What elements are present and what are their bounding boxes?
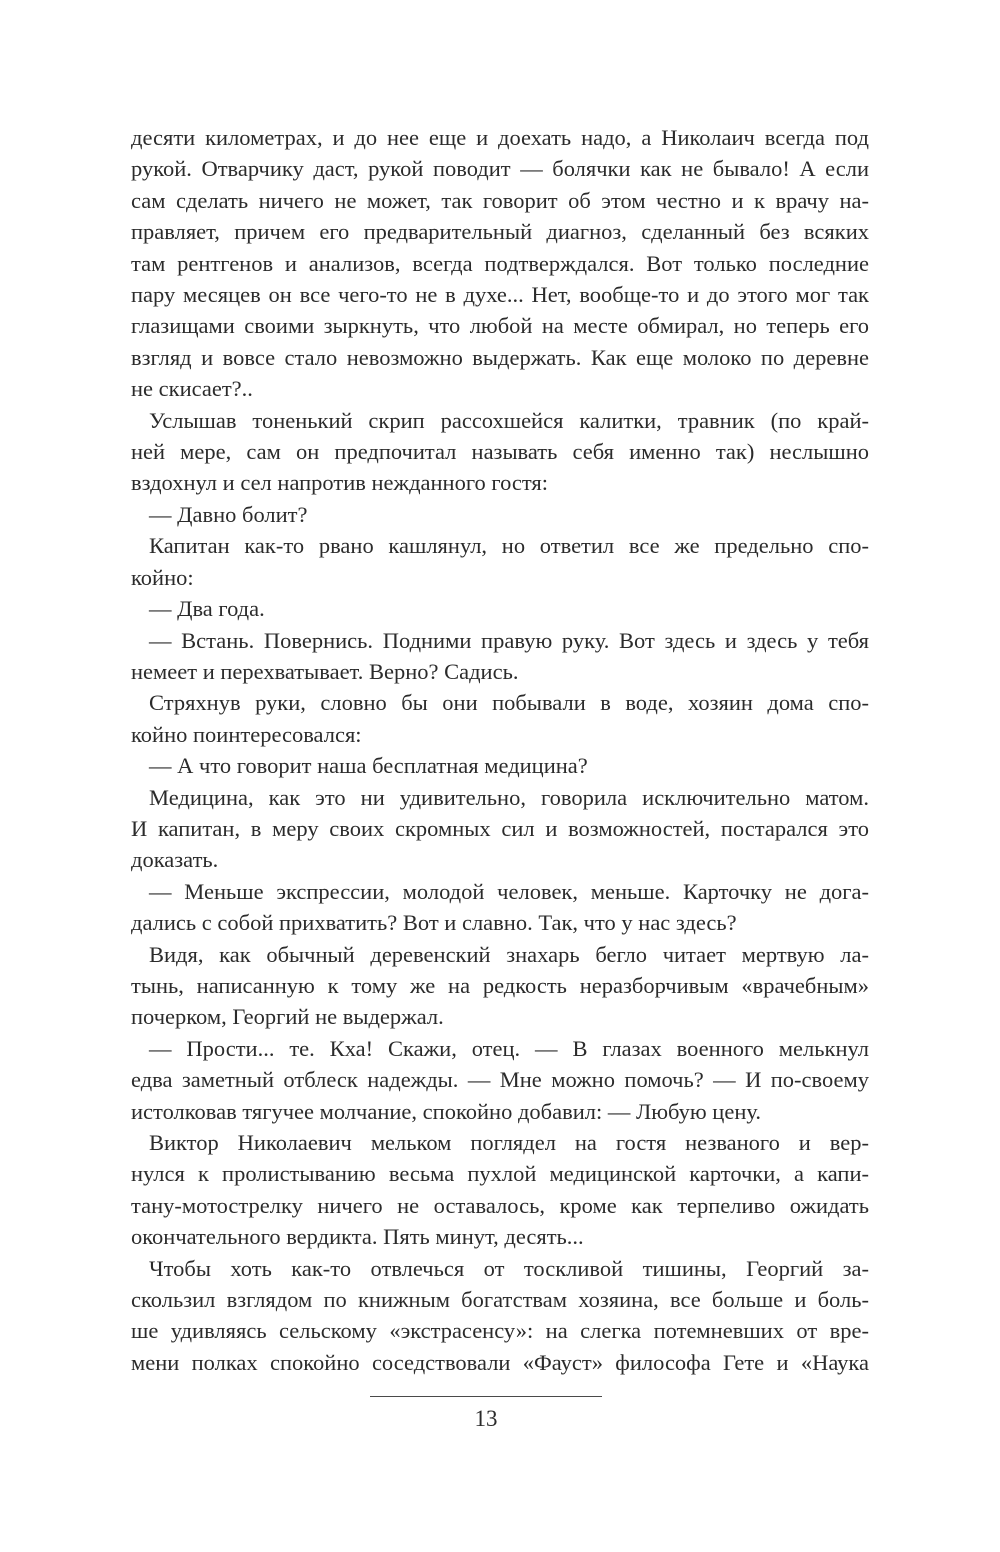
book-page-body: [131, 122, 869, 1378]
text-line: койно поинтересовался:: [131, 721, 362, 747]
text-line: И капитан, в меру своих скромных сил и возможностей, постарался это: [131, 815, 869, 841]
text-line: Стряхнув руки, словно бы они побывали в воде, хозяин дома спо-: [149, 690, 869, 716]
text-line: — Два года.: [149, 596, 265, 622]
text-line: взгляд и вовсе стало невозможно выдержать. Как еще молоко по деревне: [131, 344, 869, 370]
text-line: тынь, написанную к тому же на редкость неразборчивым «врачебным»: [131, 972, 869, 998]
text-line: Медицина, как это ни удивительно, говорила исключительно матом.: [149, 784, 869, 810]
text-line: — Прости... те. Кха! Скажи, отец. — В глазах военного мелькнул: [149, 1035, 869, 1061]
text-line: — Давно болит?: [149, 501, 308, 527]
text-line: правляет, причем его предварительный диагноз, сделанный без всяких: [131, 219, 869, 245]
text-line: Виктор Николаевич мельком поглядел на гостя незваного и вер-: [149, 1130, 869, 1155]
text-line: — Встань. Повернись. Подними правую руку. Вот здесь и здесь у тебя: [149, 627, 869, 653]
text-line: Капитан как-то рвано кашлянул, но ответил все же предельно спо-: [149, 533, 869, 559]
text-line: доказать.: [131, 847, 219, 873]
text-line: рукой. Отварчику даст, рукой поводит — болячки как не бывало! А если: [131, 156, 869, 182]
text-line: не скисает?..: [131, 376, 253, 402]
text-line: истолковав тягучее молчание, спокойно добавил: — Любую цену.: [131, 1098, 761, 1124]
text-line: Видя, как обычный деревенский знахарь бегло читает мертвую ла-: [149, 941, 869, 967]
text-line: мени полках спокойно соседствовали «Фауст» философа Гете и «Наука: [131, 1349, 869, 1375]
text-line: тану-мотострелку ничего не оставалось, кроме как терпеливо ожидать: [131, 1192, 869, 1218]
text-line: немеет и перехватывает. Верно? Садись.: [131, 658, 519, 684]
text-line: — Меньше экспрессии, молодой человек, меньше. Карточку не дога-: [149, 878, 869, 904]
footer-rule: [370, 1396, 602, 1397]
text-line: окончательного вердикта. Пять минут, десять...: [131, 1224, 584, 1250]
text-line: глазищами своими зыркнуть, что любой на месте обмирал, но теперь его: [131, 313, 869, 339]
text-line: сам сделать ничего не может, так говорит об этом честно и к врачу на-: [131, 187, 869, 213]
text-line: почерком, Георгий не выдержал.: [131, 1004, 444, 1030]
text-line: Чтобы хоть как-то отвлечься от тоскливой тишины, Георгий за-: [149, 1255, 869, 1281]
text-line: едва заметный отблеск надежды. — Мне можно помочь? — И по-своему: [131, 1067, 869, 1093]
text-line: там рентгенов и анализов, всегда подтверждался. Вот только последние: [131, 250, 869, 276]
text-line: вздохнул и сел напротив нежданного гостя:: [131, 470, 548, 496]
text-line: ней мере, сам он предпочитал называть себя именно так) неслышно: [131, 439, 869, 465]
text-line: скользил взглядом по книжным богатствам хозяина, все больше и боль-: [131, 1287, 869, 1313]
text-line: десяти километрах, и до нее еще и доехать надо, а Николаич всегда под: [131, 125, 869, 150]
text-line: Услышав тоненький скрип рассохшейся калитки, травник (по край-: [149, 407, 869, 433]
text-line: пару месяцев он все чего-то не в духе... Нет, вообще-то и до этого мог так: [131, 282, 869, 308]
text-line: — А что говорит наша бесплатная медицина?: [149, 753, 588, 779]
text-line: ше удивляясь сельскому «экстрасенсу»: на слегка потемневших от вре-: [131, 1318, 869, 1344]
text-line: дались с собой прихватить? Вот и славно. Так, что у нас здесь?: [131, 910, 737, 936]
text-line: койно:: [131, 564, 194, 590]
page-number: 13: [474, 1406, 498, 1431]
text-line: нулся к пролистыванию весьма пухлой медицинской карточки, а капи-: [131, 1161, 869, 1187]
